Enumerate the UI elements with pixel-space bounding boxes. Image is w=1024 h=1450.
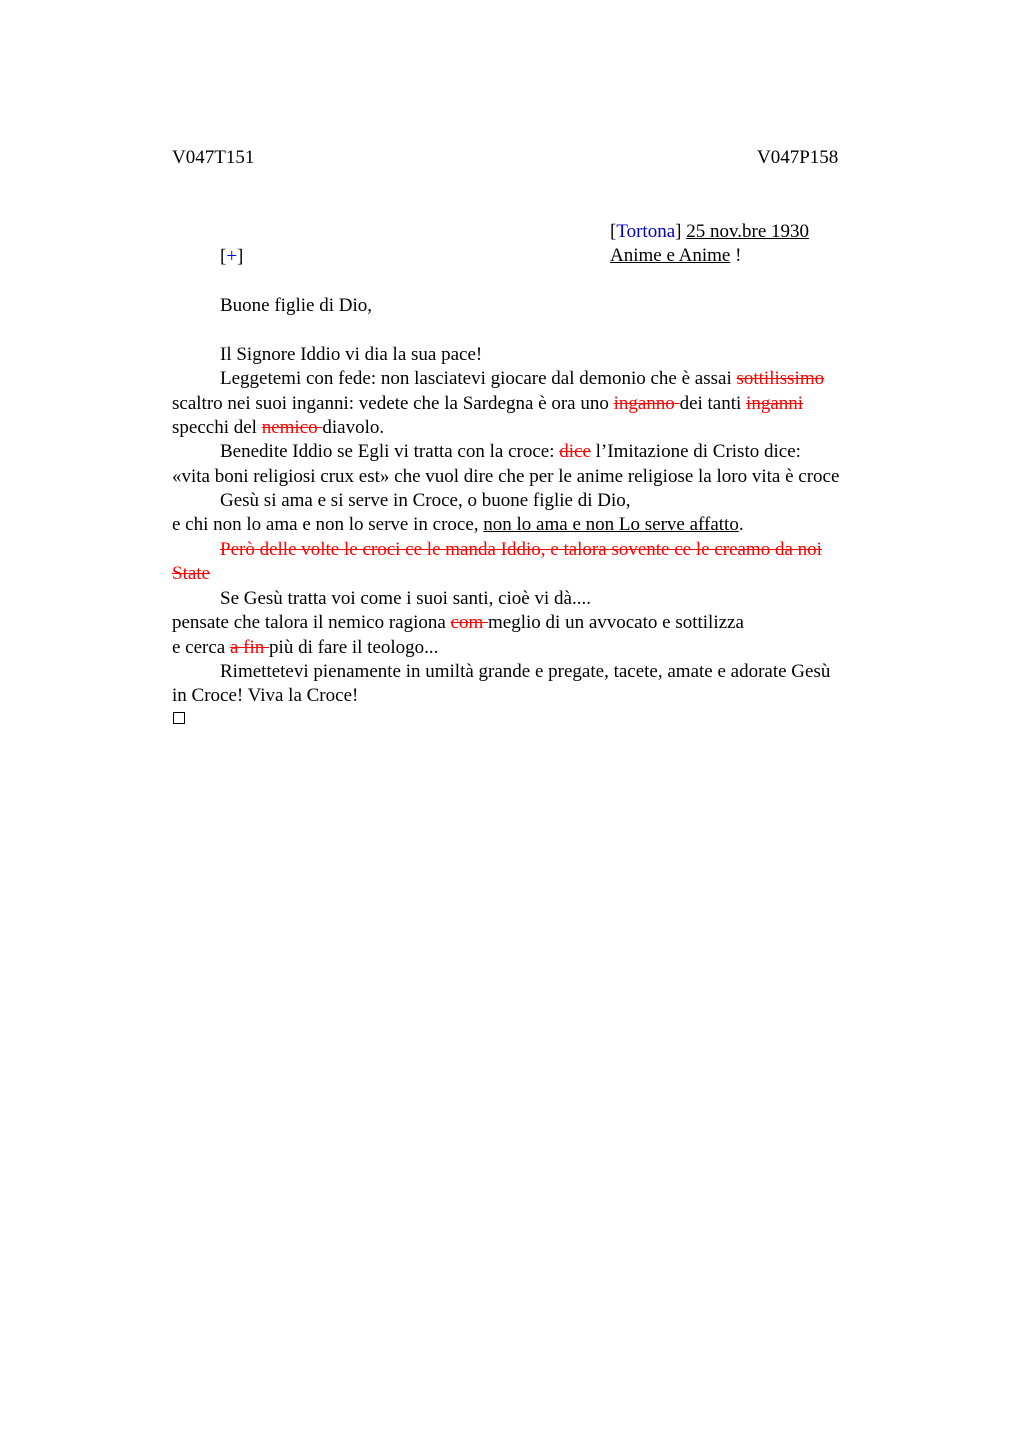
deleted-text: inganno <box>613 393 680 414</box>
body-line: specchi del nemico diavolo. <box>172 417 385 438</box>
document-id-right: V047P158 <box>757 147 839 168</box>
deleted-text: com <box>450 612 489 633</box>
motto: Anime e Anime <box>610 245 731 266</box>
body-line: Il Signore Iddio vi dia la sua pace! <box>220 344 483 365</box>
body-line: e chi non lo ama e non lo serve in croce, non lo ama e non Lo serve affatto. <box>172 514 744 535</box>
motto-line <box>610 244 741 268</box>
deleted-text: inganni <box>746 393 804 414</box>
deleted-text: dice <box>559 441 591 462</box>
end-marker-square-icon <box>173 712 185 724</box>
body-line: Gesù si ama e si serve in Croce, o buone figlie di Dio, <box>220 490 631 511</box>
deleted-text: State <box>172 563 210 584</box>
place-bracket-close: ] <box>675 221 682 242</box>
body-line: Se Gesù tratta voi come i suoi santi, cioè vi dà.... <box>220 588 591 609</box>
dateline <box>610 220 809 244</box>
body-line: Benedite Iddio se Egli vi tratta con la croce: dice l’Imitazione di Cristo dice: <box>220 441 801 462</box>
deleted-text: Però delle volte le croci ce le manda Iddio, e talora sovente ce le creamo da noi <box>220 539 822 560</box>
document-id-left: V047T151 <box>172 147 255 168</box>
salutation: Buone figlie di Dio, <box>220 295 372 316</box>
body-line: scaltro nei suoi inganni: vedete che la Sardegna è ora uno inganno dei tanti inganni <box>172 393 804 414</box>
body-line: in Croce! Viva la Croce! <box>172 685 359 706</box>
motto-exclamation: ! <box>730 245 742 266</box>
body-line <box>172 562 210 586</box>
place-bracket-open: [ <box>610 221 617 242</box>
body-line: Leggetemi con fede: non lasciatevi giocare dal demonio che è assai sottilissimo <box>220 368 825 389</box>
deleted-text: nemico <box>261 417 323 438</box>
cross-icon: + <box>226 246 238 267</box>
letter-date: 25 nov.bre 1930 <box>686 221 810 242</box>
body-line: pensate che talora il nemico ragiona com meglio di un avvocato e sottilizza <box>172 612 744 633</box>
body-line: e cerca a fin più di fare il teologo... <box>172 637 439 658</box>
cross-mark: [+] <box>220 246 244 267</box>
deleted-text: a fin <box>230 637 270 658</box>
underlined-text: non lo ama e non Lo serve affatto <box>483 514 739 535</box>
deleted-text: sottilissimo <box>736 368 825 389</box>
body-line: Rimettetevi pienamente in umiltà grande e pregate, tacete, amate e adorate Gesù <box>220 661 831 682</box>
place-name: Tortona <box>616 221 676 242</box>
body-line: «vita boni religiosi crux est» che vuol dire che per le anime religiose la loro vita è croce <box>172 466 840 487</box>
body-line <box>220 538 822 562</box>
